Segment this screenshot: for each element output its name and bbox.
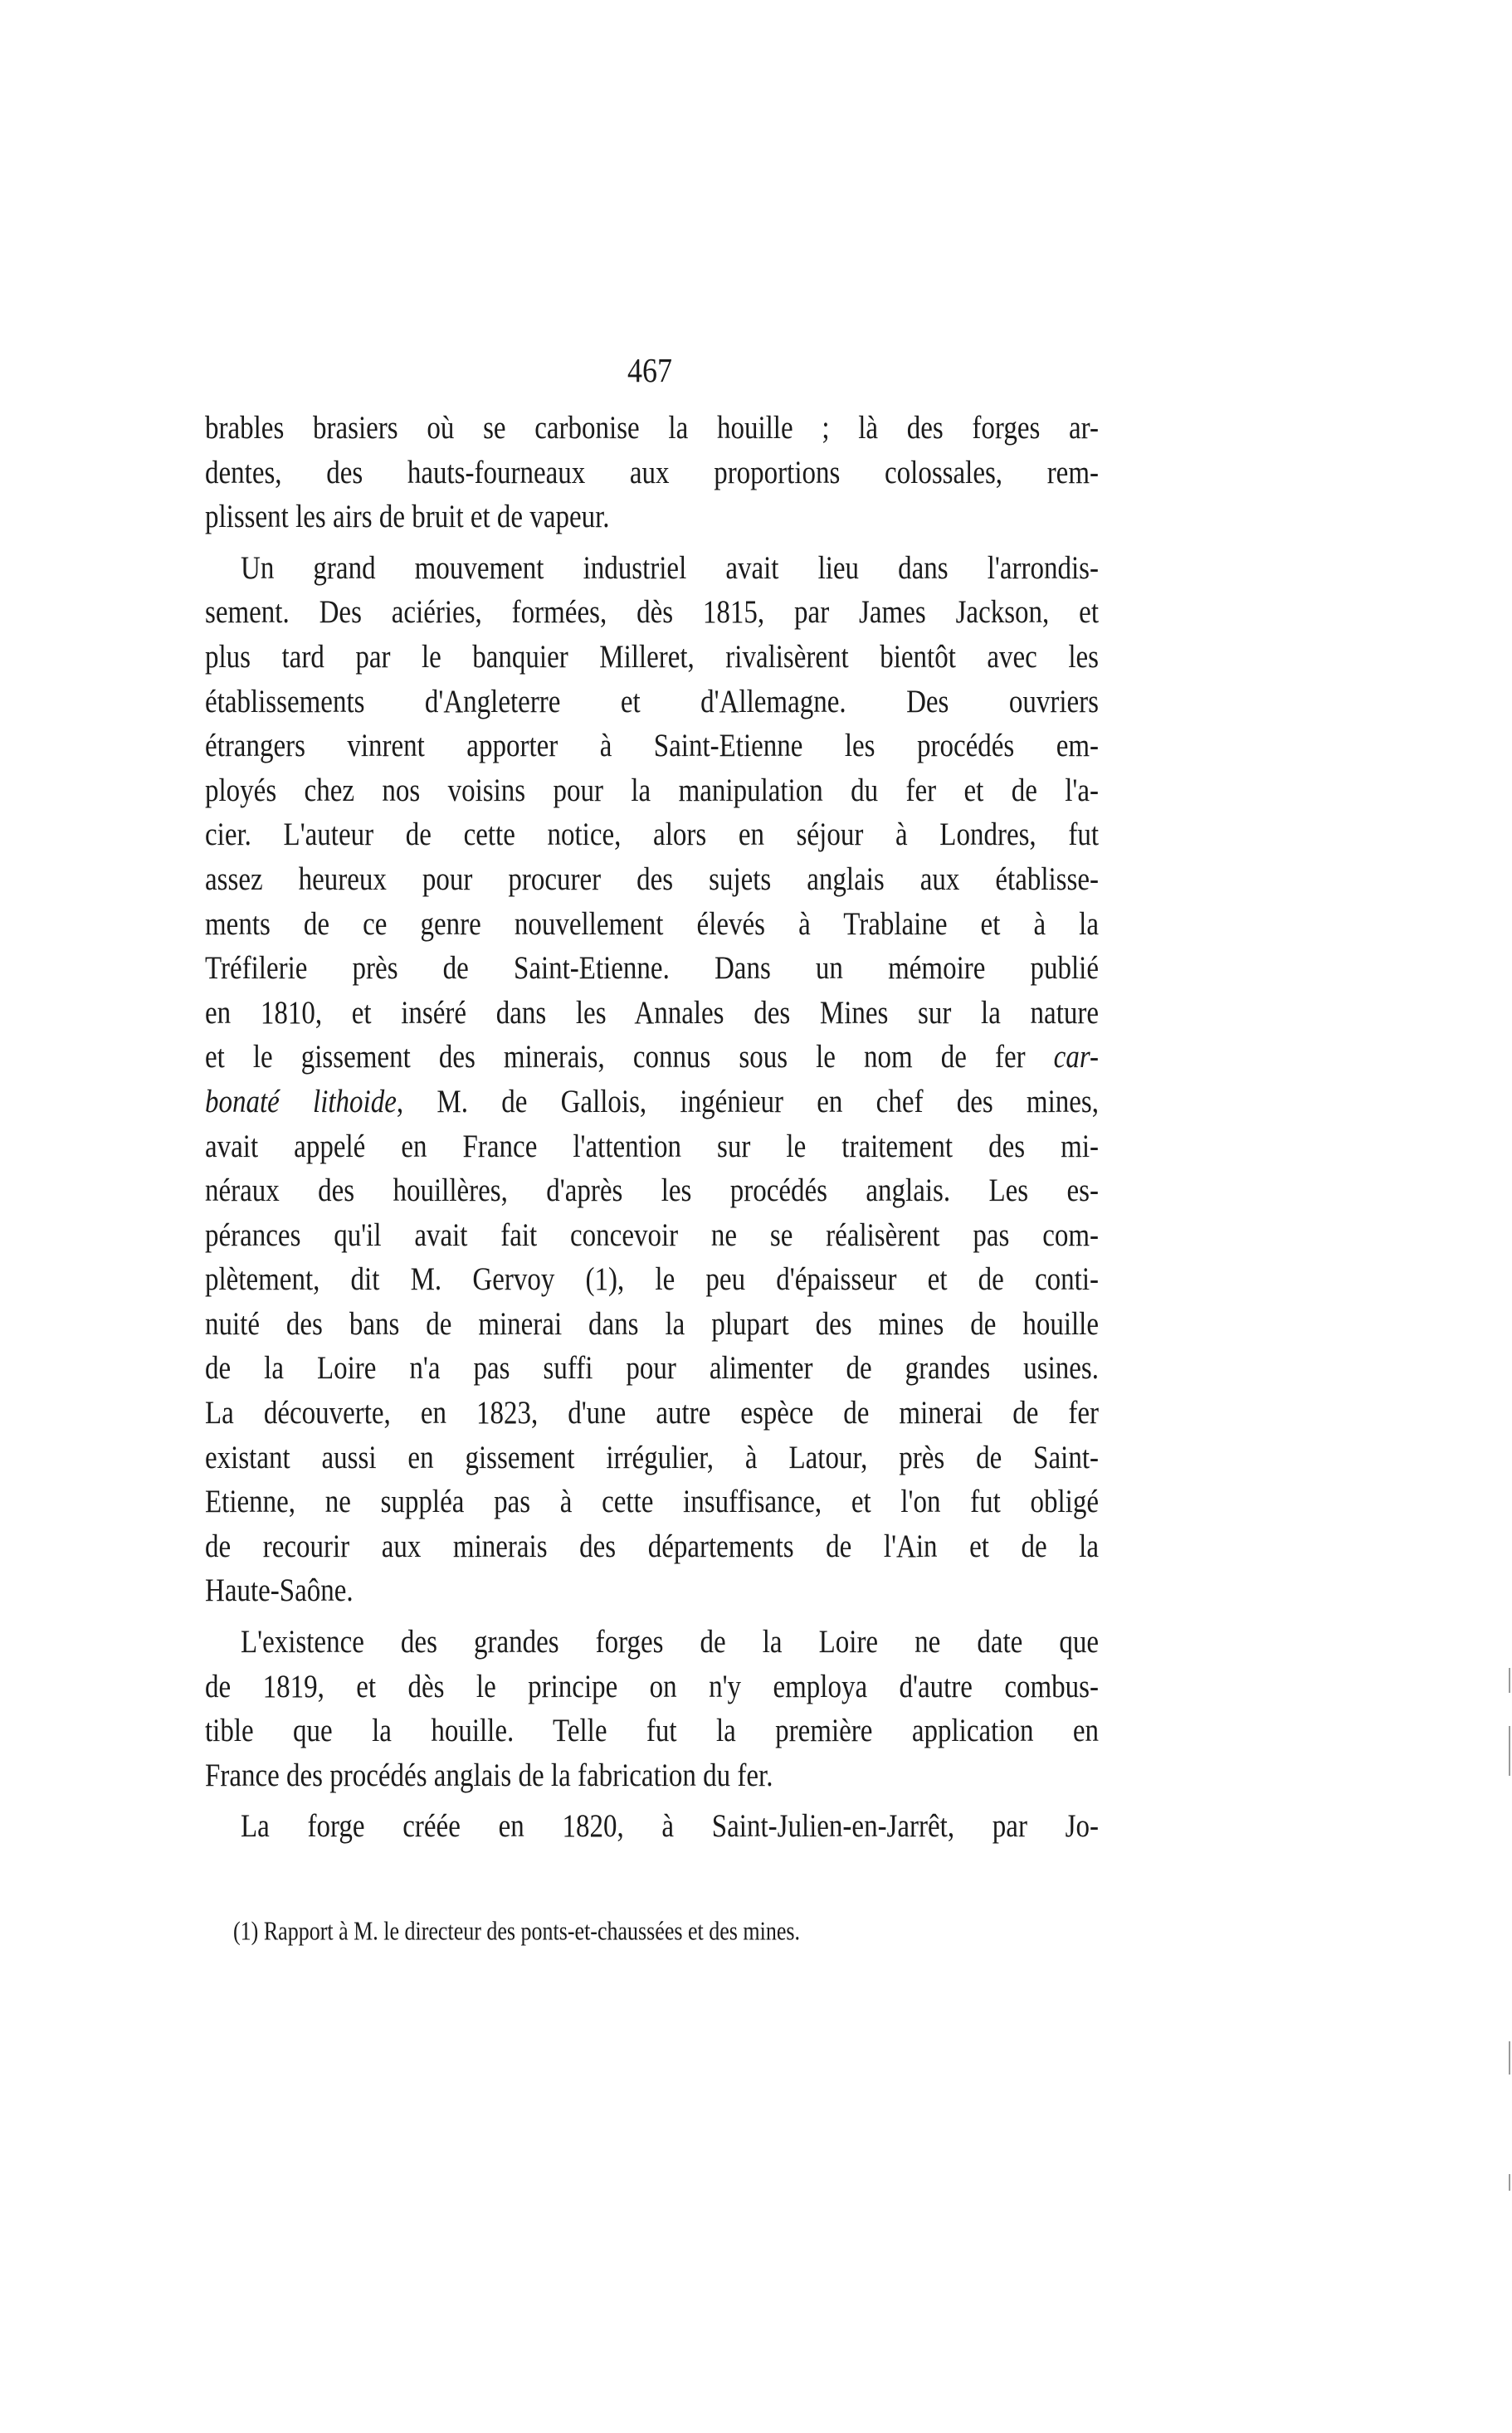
text-line: La forge créée en 1820, à Saint-Julien-en-Jarrêt, par Jo- xyxy=(241,1808,1099,1845)
body-text xyxy=(205,407,1099,1850)
text-line: établissements d'Angleterre et d'Allemagne. Des ouvriers xyxy=(205,683,1099,720)
text-line: de 1819, et dès le principe on n'y employa d'autre combus- xyxy=(205,1668,1099,1705)
text-line: ployés chez nos voisins pour la manipulation du fer et de l'a- xyxy=(205,772,1099,809)
text-line: cier. L'auteur de cette notice, alors en séjour à Londres, fut xyxy=(205,817,1099,853)
paragraph xyxy=(205,407,1099,540)
text-line: existant aussi en gissement irrégulier, à Latour, près de Saint- xyxy=(205,1439,1099,1476)
page-number: 467 xyxy=(627,351,672,389)
italic-term: car- xyxy=(1053,1039,1099,1075)
text-line: néraux des houillères, d'après les procédés anglais. Les es- xyxy=(205,1173,1099,1209)
scan-edge-mark xyxy=(1509,1726,1510,1776)
text-line: de recourir aux minerais des départements de l'Ain et de la xyxy=(205,1529,1099,1565)
text-line: Haute-Saône. xyxy=(205,1572,354,1609)
text-line: tible que la houille. Telle fut la première application en xyxy=(205,1713,1099,1749)
text-segment: , M. de Gallois, ingénieur en chef des mines, xyxy=(396,1084,1100,1120)
text-line: pérances qu'il avait fait concevoir ne se réalisèrent pas com- xyxy=(205,1216,1099,1254)
scan-edge-mark xyxy=(1509,2174,1510,2191)
text-line: France des procédés anglais de la fabrication du fer. xyxy=(205,1758,773,1794)
text-line: L'existence des grandes forges de la Loire ne date que xyxy=(241,1624,1099,1660)
text-line: en 1810, et inséré dans les Annales des Mines sur la nature xyxy=(205,994,1099,1031)
text-line: étrangers vinrent apporter à Saint-Etienne les procédés em- xyxy=(205,728,1099,764)
italic-term: bonaté lithoide xyxy=(205,1084,397,1120)
text-line: plus tard par le banquier Milleret, rivalisèrent bientôt avec les xyxy=(205,639,1099,675)
footnote: (1) Rapport à M. le directeur des ponts-et-chaussées et des mines. xyxy=(233,1917,801,1946)
paragraph xyxy=(205,1621,1099,1798)
text-segment: et le gissement des minerais, connus sous le nom de fer xyxy=(205,1039,1054,1075)
text-line: Tréfilerie près de Saint-Etienne. Dans un mémoire publié xyxy=(205,950,1099,987)
text-line: sement. Des aciéries, formées, dès 1815, par James Jackson, et xyxy=(205,594,1099,631)
paragraph xyxy=(205,547,1099,1614)
text-line: nuité des bans de minerai dans la plupart des mines de houille xyxy=(205,1306,1099,1343)
scan-edge-mark xyxy=(1509,1668,1510,1693)
paragraph xyxy=(205,1805,1099,1850)
text-line: ments de ce genre nouvellement élevés à Trablaine et à la xyxy=(205,905,1099,942)
text-line: Etienne, ne suppléa pas à cette insuffisance, et l'on fut obligé xyxy=(205,1484,1099,1520)
text-line: dentes, des hauts-fourneaux aux proportions colossales, rem- xyxy=(205,454,1099,491)
text-line: La découverte, en 1823, d'une autre espèce de minerai de fer xyxy=(205,1395,1099,1431)
text-line: brables brasiers où se carbonise la houille ; là des forges ar- xyxy=(205,410,1099,446)
text-line: avait appelé en France l'attention sur le traitement des mi- xyxy=(205,1128,1099,1164)
text-line: assez heureux pour procurer des sujets anglais aux établisse- xyxy=(205,861,1099,898)
scan-edge-mark xyxy=(1509,2041,1510,2075)
text-line: plissent les airs de bruit et de vapeur. xyxy=(205,499,610,535)
text-line: plètement, dit M. Gervoy (1), le peu d'épaisseur et de conti- xyxy=(205,1261,1099,1298)
text-line: Un grand mouvement industriel avait lieu dans l'arrondis- xyxy=(241,550,1099,587)
text-line: de la Loire n'a pas suffi pour alimenter de grandes usines. xyxy=(205,1350,1099,1387)
